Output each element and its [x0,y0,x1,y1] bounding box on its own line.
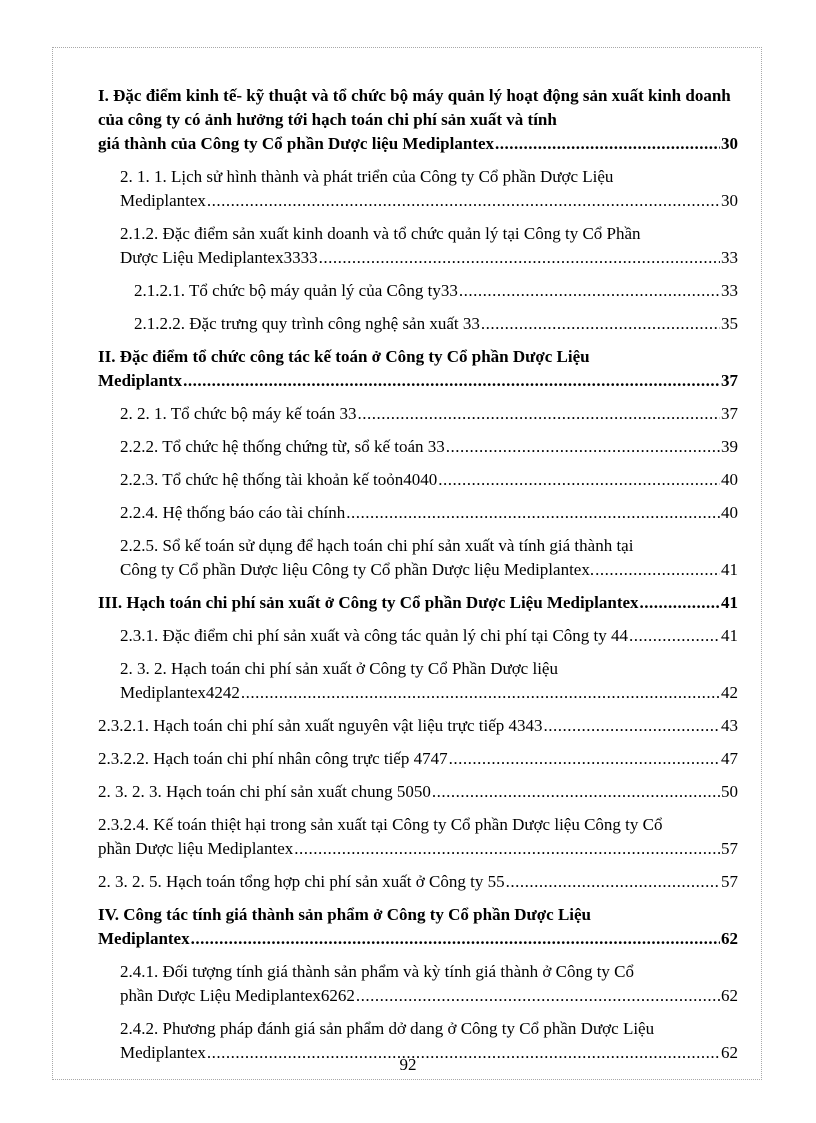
dot-leader [640,591,720,615]
toc-entry[interactable] [98,402,738,426]
toc-entry-page: 40 [721,503,738,522]
toc-entry-row [120,468,738,492]
toc-entry-page: 62 [721,1043,738,1062]
toc-entry-title: giá thành của Công ty Cổ phần Dược liệu Mediplantex [98,134,495,153]
toc-entry-page: 37 [721,404,738,423]
toc-entry-row [98,927,738,951]
toc-entry-row [120,984,738,1008]
toc-entry-page: 35 [721,314,738,333]
toc-entry-row [120,189,738,213]
toc-entry[interactable] [98,903,738,951]
toc-entry-title: Mediplantex4242 [120,683,240,702]
toc-entry-title: Mediplantex [120,191,206,210]
dot-leader [432,780,720,804]
toc-entry-row [120,435,738,459]
toc-entry-title: 2.2.3. Tổ chức hệ thống tài khoản kế toỏn4040 [120,470,438,489]
dot-leader [191,927,720,951]
toc-entry[interactable] [98,747,738,771]
dot-leader [446,435,720,459]
dot-leader [459,279,720,303]
dot-leader [438,468,720,492]
toc-entry-title-line: II. Đặc điểm tổ chức công tác kế toán ở Công ty Cổ phần Dược Liệu [98,347,590,366]
toc-entry-title-line: IV. Công tác tính giá thành sản phẩm ở Công ty Cổ phần Dược Liệu [98,905,592,924]
toc-entry-page: 39 [721,437,738,456]
toc-entry-title: 2.3.2.2. Hạch toán chi phí nhân công trực tiếp 4747 [98,749,448,768]
toc-entry-page: 30 [721,134,738,153]
toc-entry-row [120,558,738,582]
table-of-contents [98,84,738,1074]
toc-entry-page: 41 [721,593,738,612]
toc-entry[interactable] [98,279,738,303]
toc-entry[interactable] [98,501,738,525]
toc-entry-title: 2. 2. 1. Tổ chức bộ máy kế toán 33 [120,404,357,423]
toc-entry[interactable] [98,534,738,582]
dot-leader [629,624,720,648]
toc-entry-row [98,369,738,393]
dot-leader [183,369,720,393]
toc-entry-row [120,624,738,648]
toc-entry-row [98,132,738,156]
toc-entry[interactable] [98,624,738,648]
dot-leader [544,714,721,738]
toc-entry-row [134,312,738,336]
dot-leader [294,837,720,861]
toc-entry-page: 43 [721,716,738,735]
toc-entry-page: 40 [721,470,738,489]
toc-entry-row [120,501,738,525]
toc-entry-page: 62 [721,986,738,1005]
toc-entry-page: 41 [721,560,738,579]
dot-leader [241,681,720,705]
dot-leader [357,402,720,426]
toc-entry[interactable] [98,714,738,738]
toc-entry-page: 57 [721,872,738,891]
toc-entry[interactable] [98,468,738,492]
toc-entry-title-line: 2. 1. 1. Lịch sử hình thành và phát triển của Công ty Cổ phần Dược Liệu [120,167,614,186]
toc-entry-page: 33 [721,248,738,267]
toc-entry-page: 62 [721,929,738,948]
toc-entry-page: 33 [721,281,738,300]
toc-entry[interactable] [98,870,738,894]
toc-entry-title: phần Dược liệu Mediplantex [98,839,294,858]
toc-entry-row [120,681,738,705]
dot-leader [356,984,720,1008]
toc-entry-title: 2.2.2. Tổ chức hệ thống chứng từ, sổ kế toán 33 [120,437,445,456]
toc-entry-page: 41 [721,626,738,645]
toc-entry-row [98,780,738,804]
toc-entry-row [98,714,738,738]
toc-entry[interactable] [98,657,738,705]
toc-entry[interactable] [98,165,738,213]
toc-entry-title: 2.1.2.2. Đặc trưng quy trình công nghệ sản xuất 33 [134,314,480,333]
toc-entry[interactable] [98,312,738,336]
toc-entry-title-line: I. Đặc điểm kinh tế- kỹ thuật và tổ chức bộ máy quản lý hoạt động sản xuất kinh doanh của công ty có ảnh hưởng tới hạch toán chi phí sản xuất và tính [98,86,731,129]
dot-leader [595,558,720,582]
toc-entry-page: 50 [721,782,738,801]
dot-leader [207,189,720,213]
toc-entry-title: 2. 3. 2. 3. Hạch toán chi phí sản xuất chung 5050 [98,782,431,801]
toc-entry-title-line: 2. 3. 2. Hạch toán chi phí sản xuất ở Công ty Cổ Phần Dược liệu [120,659,558,678]
dot-leader [449,747,720,771]
toc-entry-title: Dược Liệu Mediplantex3333 [120,248,318,267]
toc-entry-page: 30 [721,191,738,210]
toc-entry-page: 47 [721,749,738,768]
toc-entry-row [120,402,738,426]
toc-entry-title-line: 2.3.2.4. Kế toán thiệt hại trong sản xuất tại Công ty Cổ phần Dược liệu Công ty Cổ [98,815,663,834]
toc-entry-row [98,747,738,771]
toc-entry[interactable] [98,780,738,804]
toc-entry-title-line: 2.2.5. Sổ kế toán sử dụng để hạch toán chi phí sản xuất và tính giá thành tại [120,536,634,555]
toc-entry-title: 2.3.2.1. Hạch toán chi phí sản xuất nguyên vật liệu trực tiếp 4343 [98,716,543,735]
toc-entry[interactable] [98,84,738,156]
toc-entry-title: 2. 3. 2. 5. Hạch toán tổng hợp chi phí sản xuất ở Công ty 55 [98,872,505,891]
toc-entry-title: 2.1.2.1. Tổ chức bộ máy quản lý của Công ty33 [134,281,458,300]
dot-leader [319,246,720,270]
dot-leader [346,501,720,525]
toc-entry-title: Mediplantex [120,1043,206,1062]
toc-entry-row [120,246,738,270]
toc-entry-title: 2.3.1. Đặc điểm chi phí sản xuất và công tác quản lý chi phí tại Công ty 44 [120,626,628,645]
dot-leader [506,870,720,894]
toc-entry-title: phần Dược Liệu Mediplantex6262 [120,986,355,1005]
toc-entry-page: 37 [721,371,738,390]
toc-entry[interactable] [98,960,738,1008]
toc-entry-row [134,279,738,303]
toc-entry[interactable] [98,345,738,393]
toc-entry-title: Mediplantex [98,929,190,948]
toc-entry-row [98,870,738,894]
toc-entry-title-line: 2.4.2. Phương pháp đánh giá sản phẩm dở dang ở Công ty Cổ phần Dược Liệu [120,1019,655,1038]
toc-entry-title: 2.2.4. Hệ thống báo cáo tài chính [120,503,346,522]
dot-leader [495,132,720,156]
toc-entry-row [98,591,738,615]
toc-entry-title-line: 2.4.1. Đối tượng tính giá thành sản phẩm và kỳ tính giá thành ở Công ty Cổ [120,962,635,981]
toc-entry-title: Mediplantx [98,371,183,390]
toc-entry-title: III. Hạch toán chi phí sản xuất ở Công ty Cổ phần Dược Liệu Mediplantex [98,593,639,612]
toc-entry[interactable] [98,813,738,861]
toc-entry-page: 42 [721,683,738,702]
page-number: 92 [399,1055,417,1074]
toc-entry-page: 57 [721,839,738,858]
toc-entry-title-line: 2.1.2. Đặc điểm sản xuất kinh doanh và tổ chức quản lý tại Công ty Cổ Phần [120,224,641,243]
toc-entry-title: Công ty Cổ phần Dược liệu Công ty Cổ phần Dược liệu Mediplantex. [120,560,595,579]
toc-entry[interactable] [98,591,738,615]
toc-entry[interactable] [98,435,738,459]
toc-entry[interactable] [98,222,738,270]
toc-entry-row [98,837,738,861]
dot-leader [481,312,720,336]
